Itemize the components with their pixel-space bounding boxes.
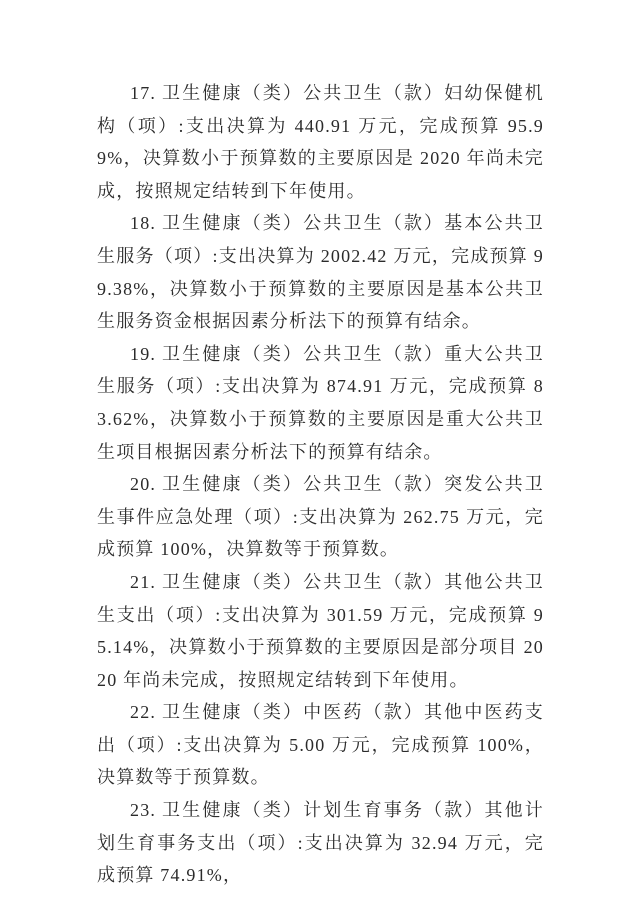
budget-item-paragraph (97, 696, 544, 794)
paragraph-number: 21. (130, 571, 157, 592)
paragraph-text: 卫生健康（类）公共卫生（款）突发公共卫生事件应急处理（项）:支出决算为 262.75 万元，完成预算 100%，决算数等于预算数。 (97, 474, 544, 560)
paragraph-text: 卫生健康（类）计划生育事务（款）其他计划生育事务支出（项）:支出决算为 32.94 万元，完成预算 74.91%， (97, 800, 544, 886)
paragraph-text: 卫生健康（类）公共卫生（款）其他公共卫生支出（项）:支出决算为 301.59 万元，完成预算 95.14%，决算数小于预算数的主要原因是部分项目 2020 年尚未完成，按照规定结转到下年使用。 (97, 571, 544, 690)
paragraph-text: 卫生健康（类）中医药（款）其他中医药支出（项）:支出决算为 5.00 万元，完成预算 100%，决算数等于预算数。 (97, 702, 544, 788)
budget-item-paragraph (97, 207, 544, 337)
budget-item-paragraph (97, 77, 544, 207)
paragraph-number: 22. (130, 702, 157, 723)
paragraph-number: 19. (130, 343, 157, 364)
paragraph-text: 卫生健康（类）公共卫生（款）妇幼保健机构（项）:支出决算为 440.91 万元，完成预算 95.99%，决算数小于预算数的主要原因是 2020 年尚未完成，按照规定结转到下年使用。 (97, 83, 544, 201)
document-text-block (97, 77, 544, 892)
budget-item-paragraph (97, 338, 544, 468)
budget-item-paragraph (97, 794, 544, 892)
paragraph-number: 23. (130, 800, 157, 821)
paragraph-number: 18. (130, 213, 157, 234)
budget-item-paragraph (97, 468, 544, 566)
paragraph-text: 卫生健康（类）公共卫生（款）基本公共卫生服务（项）:支出决算为 2002.42 万元，完成预算 99.38%，决算数小于预算数的主要原因是基本公共卫生服务资金根据因素分析法下的预算有结余。 (97, 213, 544, 332)
paragraph-number: 17. (130, 83, 157, 103)
paragraph-text: 卫生健康（类）公共卫生（款）重大公共卫生服务（项）:支出决算为 874.91 万元，完成预算 83.62%，决算数小于预算数的主要原因是重大公共卫生项目根据因素分析法下的预算有结余。 (97, 343, 544, 462)
budget-item-paragraph (97, 566, 544, 696)
paragraph-number: 20. (130, 474, 157, 495)
